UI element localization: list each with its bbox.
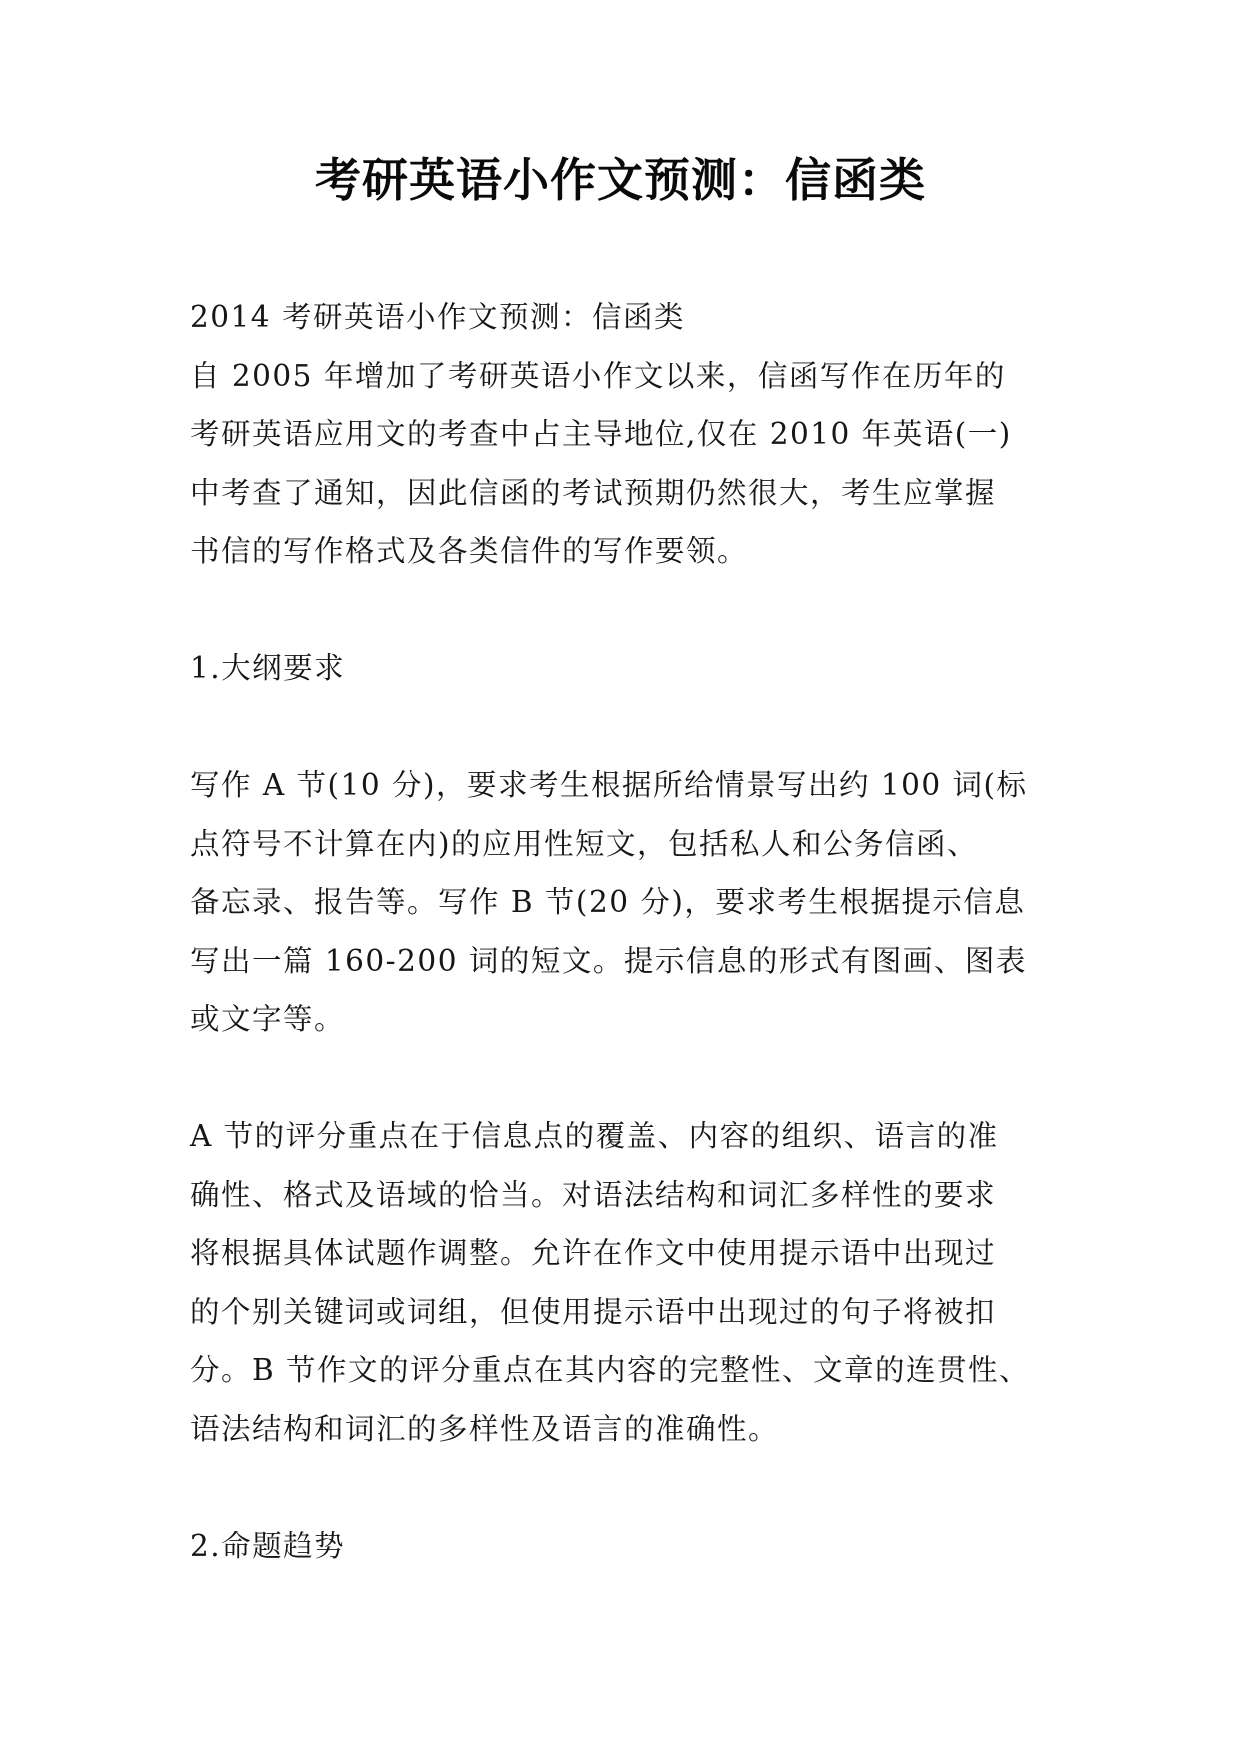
text-line: A 节的评分重点在于信息点的覆盖、内容的组织、语言的准 xyxy=(190,1119,999,1153)
intro-paragraph xyxy=(190,347,1080,581)
text-line: 书信的写作格式及各类信件的写作要领。 xyxy=(190,534,749,568)
document-title: 考研英语小作文预测：信函类 xyxy=(315,153,926,207)
text-line: 1.大纲要求 xyxy=(190,651,346,685)
section-heading-1 xyxy=(190,639,1080,698)
text-line: 写出一篇 160-200 词的短文。提示信息的形式有图画、图表 xyxy=(190,943,1027,978)
paragraph-gap xyxy=(190,698,1080,757)
paragraph-gap xyxy=(190,581,1080,640)
document-body xyxy=(190,288,1080,1575)
section1-paragraph-2 xyxy=(190,1107,1080,1458)
document-subtitle xyxy=(190,288,1080,347)
paragraph-gap xyxy=(190,1458,1080,1517)
text-line: 自 2005 年增加了考研英语小作文以来，信函写作在历年的 xyxy=(190,358,1006,393)
section-heading-2 xyxy=(190,1517,1080,1576)
text-line: 2014 考研英语小作文预测：信函类 xyxy=(190,300,685,334)
section1-paragraph-1 xyxy=(190,756,1080,1049)
text-line: 2.命题趋势 xyxy=(190,1528,346,1563)
text-line: 备忘录、报告等。写作 B 节(20 分)，要求考生根据提示信息 xyxy=(190,885,1026,919)
text-line: 语法结构和词汇的多样性及语言的准确性。 xyxy=(190,1411,780,1446)
text-line: 分。B 节作文的评分重点在其内容的完整性、文章的连贯性、 xyxy=(190,1353,1031,1387)
text-line: 考研英语应用文的考查中占主导地位,仅在 2010 年英语(一) xyxy=(190,417,1012,451)
text-line: 点符号不计算在内)的应用性短文，包括私人和公务信函、 xyxy=(190,826,979,861)
paragraph-gap xyxy=(190,1049,1080,1108)
text-line: 确性、格式及语域的恰当。对语法结构和词汇多样性的要求 xyxy=(190,1177,997,1212)
text-line: 将根据具体试题作调整。允许在作文中使用提示语中出现过 xyxy=(190,1236,997,1270)
text-line: 写作 A 节(10 分)，要求考生根据所给情景写出约 100 词(标 xyxy=(190,768,1028,802)
text-line: 中考查了通知，因此信函的考试预期仍然很大，考生应掌握 xyxy=(190,475,997,510)
text-line: 的个别关键词或词组，但使用提示语中出现过的句子将被扣 xyxy=(190,1294,997,1329)
text-line: 或文字等。 xyxy=(190,1002,346,1036)
